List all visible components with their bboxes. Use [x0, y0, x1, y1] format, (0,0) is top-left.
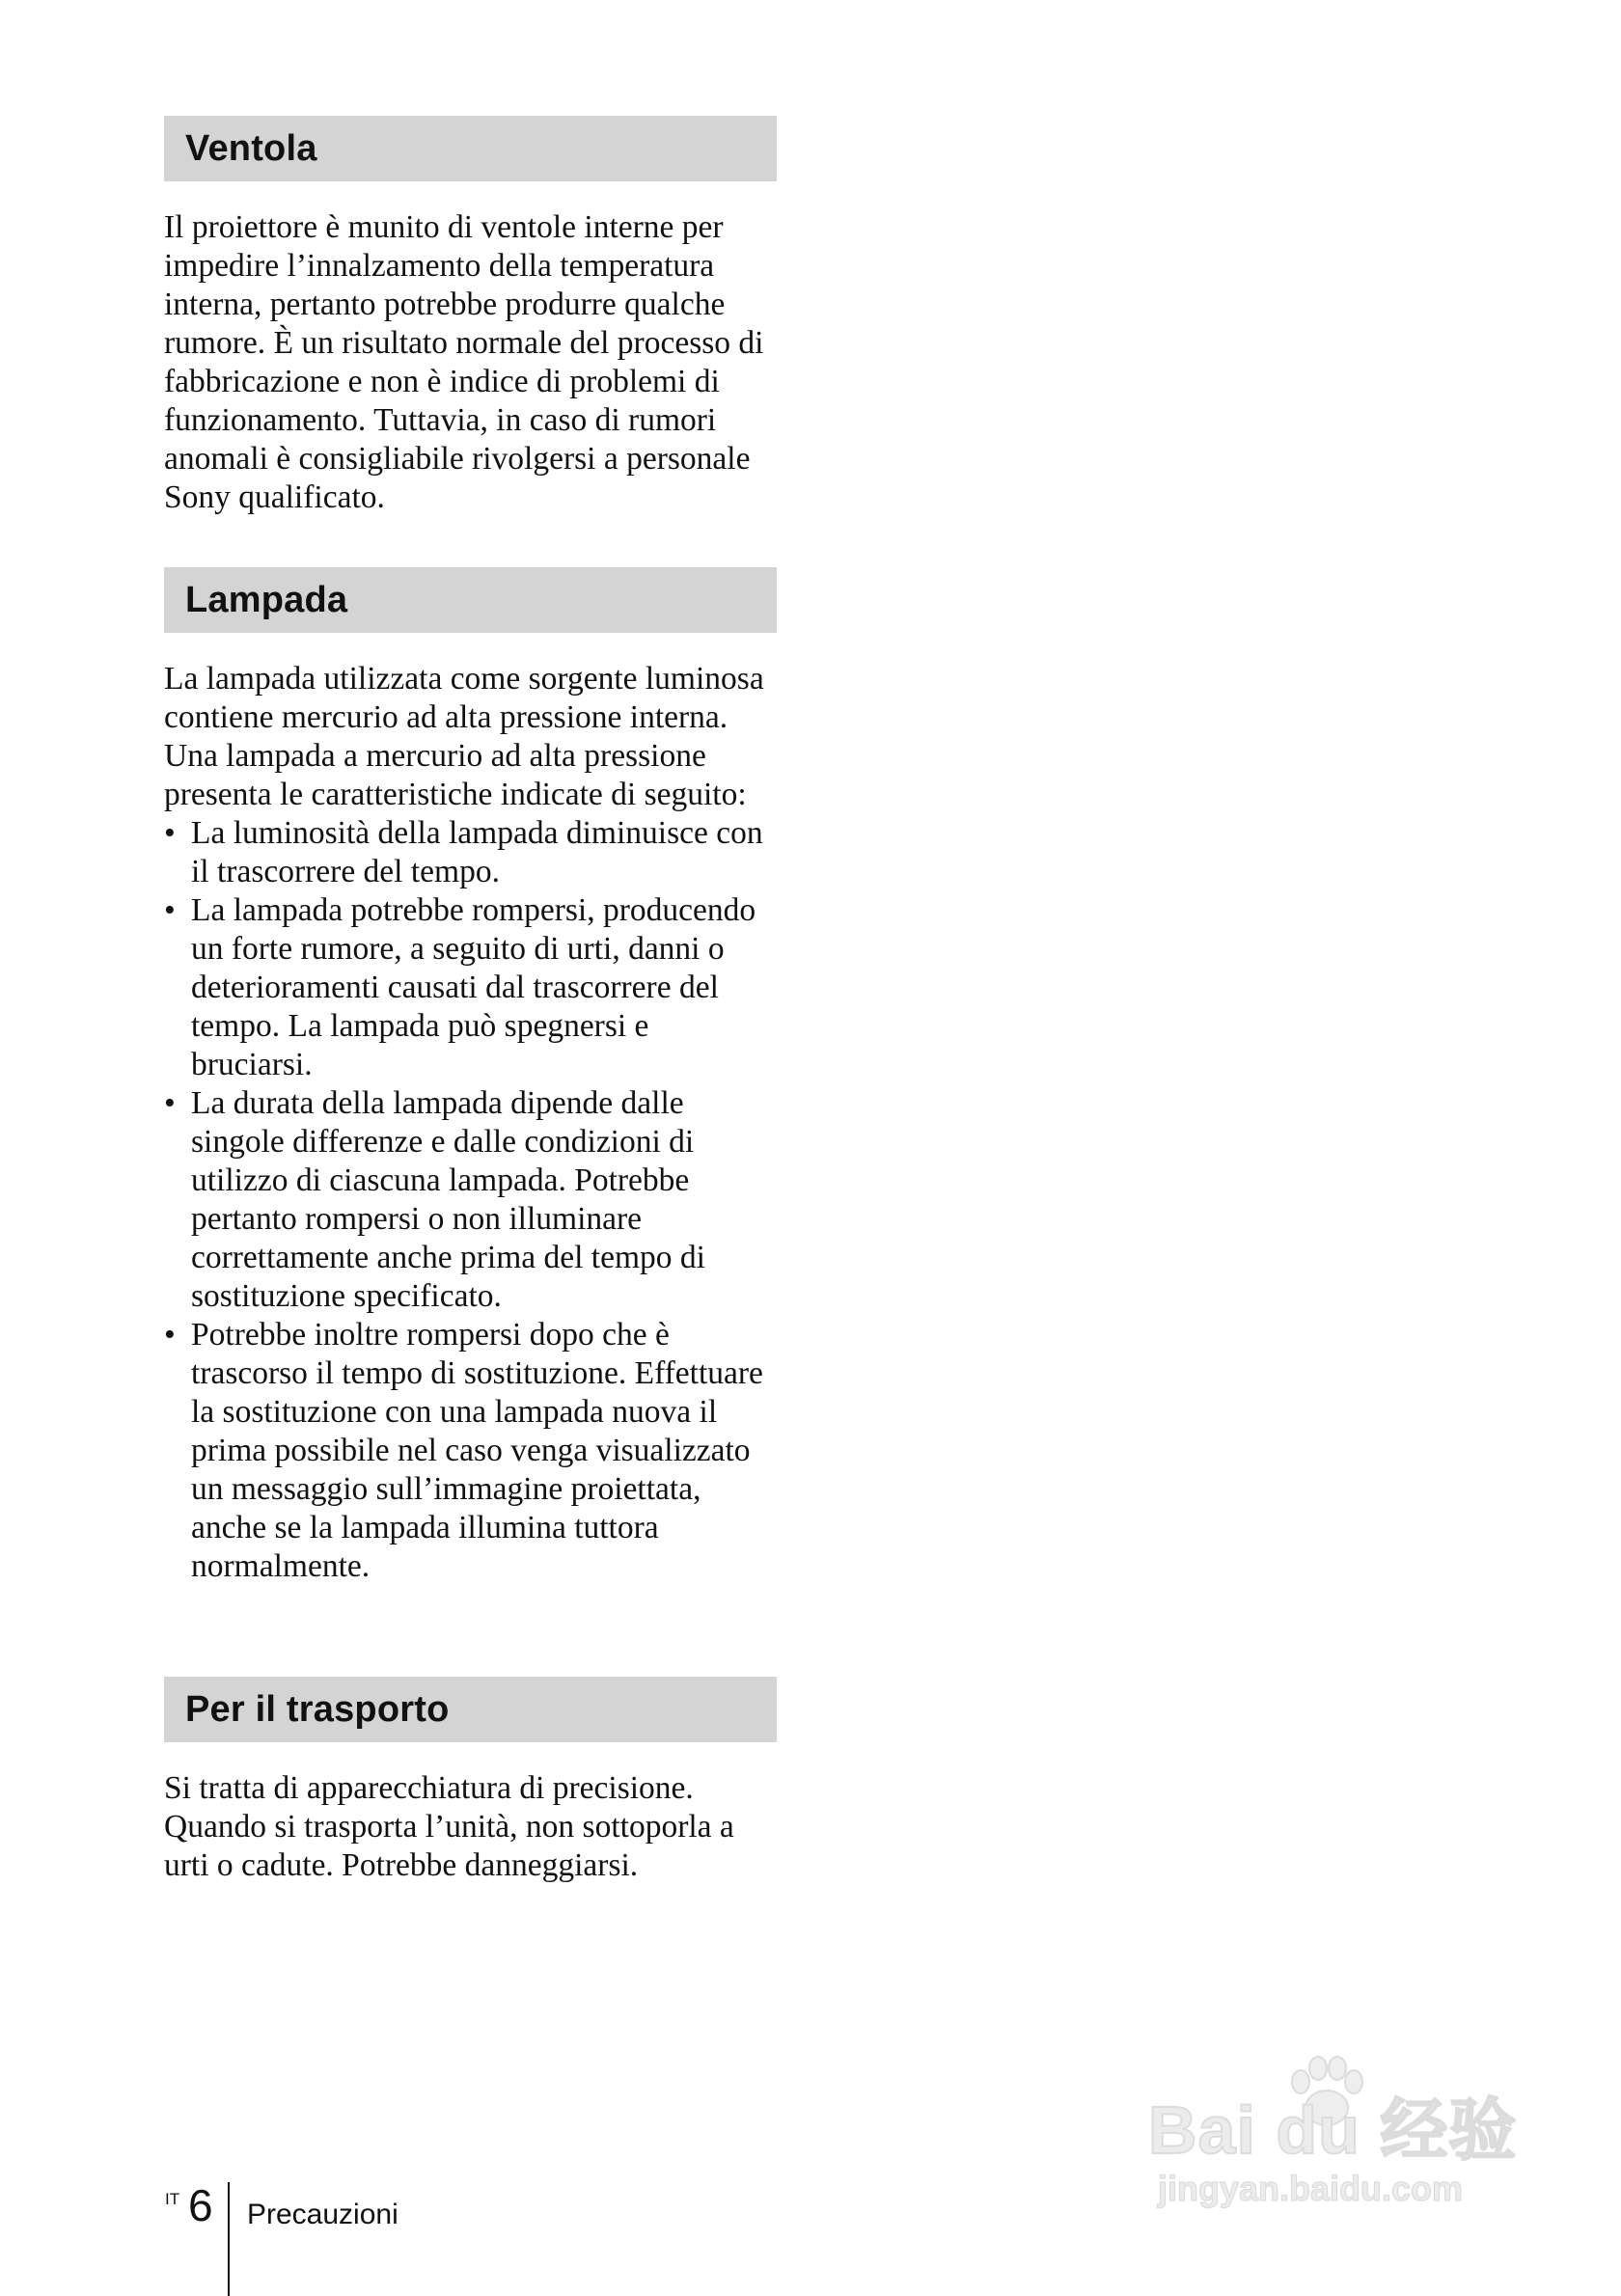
bullet-item: • La durata della lampada dipende dalle singole differenze e dalle condizioni di utilizzo di ciascuna lampada. Potrebbe pertanto rompersi o non illuminare correttamente anche prima del tempo di sostituzione specificato. — [164, 1084, 777, 1316]
section-paragraph: Il proiettore è munito di ventole interne per impedire l’innalzamento della temperatura interna, pertanto potrebbe produrre qualche rumore. È un risultato normale del processo di fabbricazione e non è indice di problemi di funzionamento. Tuttavia, in caso di rumori anomali è consigliabile rivolgersi a personale Sony qualificato. — [164, 209, 764, 515]
section-lampada — [164, 567, 777, 1586]
section-heading: Per il trasporto — [185, 1688, 450, 1730]
section-heading: Lampada — [185, 579, 348, 620]
section-heading-bar — [164, 1677, 777, 1742]
section-heading-bar — [164, 567, 777, 633]
section-ventola — [164, 116, 777, 517]
section-heading-bar — [164, 116, 777, 181]
baidu-watermark — [1148, 2055, 1534, 2228]
watermark-url: jingyan.baidu.com — [1158, 2169, 1464, 2208]
section-paragraph: Si tratta di apparecchiatura di precisione. Quando si trasporta l’unità, non sottoporla a urti o cadute. Potrebbe danneggiarsi. — [164, 1770, 734, 1883]
footer-language-code: IT — [165, 2190, 180, 2208]
section-heading: Ventola — [185, 127, 317, 169]
bullet-item: • La lampada potrebbe rompersi, producendo un forte rumore, a seguito di urti, danni o deterioramenti causati dal trascorrere del tempo. La lampada può spegnersi e bruciarsi. — [164, 891, 777, 1084]
section-trasporto — [164, 1677, 777, 1885]
bullet-item: • Potrebbe inoltre rompersi dopo che è trascorso il tempo di sostituzione. Effettuare la sostituzione con una lampada nuova il prima possibile nel caso venga visualizzato un messaggio sull’immagine proiettata, anche se la lampada illumina tuttora normalmente. — [164, 1316, 777, 1586]
footer-divider — [228, 2182, 230, 2296]
section-paragraph: La lampada utilizzata come sorgente luminosa contiene mercurio ad alta pressione interna. Una lampada a mercurio ad alta pressione presenta le caratteristiche indicate di seguito: — [164, 661, 764, 812]
footer-section-name: Precauzioni — [247, 2199, 398, 2230]
bullet-item: • La luminosità della lampada diminuisce con il trascorrere del tempo. — [164, 814, 777, 891]
page-number: 6 — [188, 2180, 213, 2230]
watermark-logo-text: Bai du 经验 — [1148, 2092, 1518, 2168]
bullet-list — [164, 814, 777, 1586]
